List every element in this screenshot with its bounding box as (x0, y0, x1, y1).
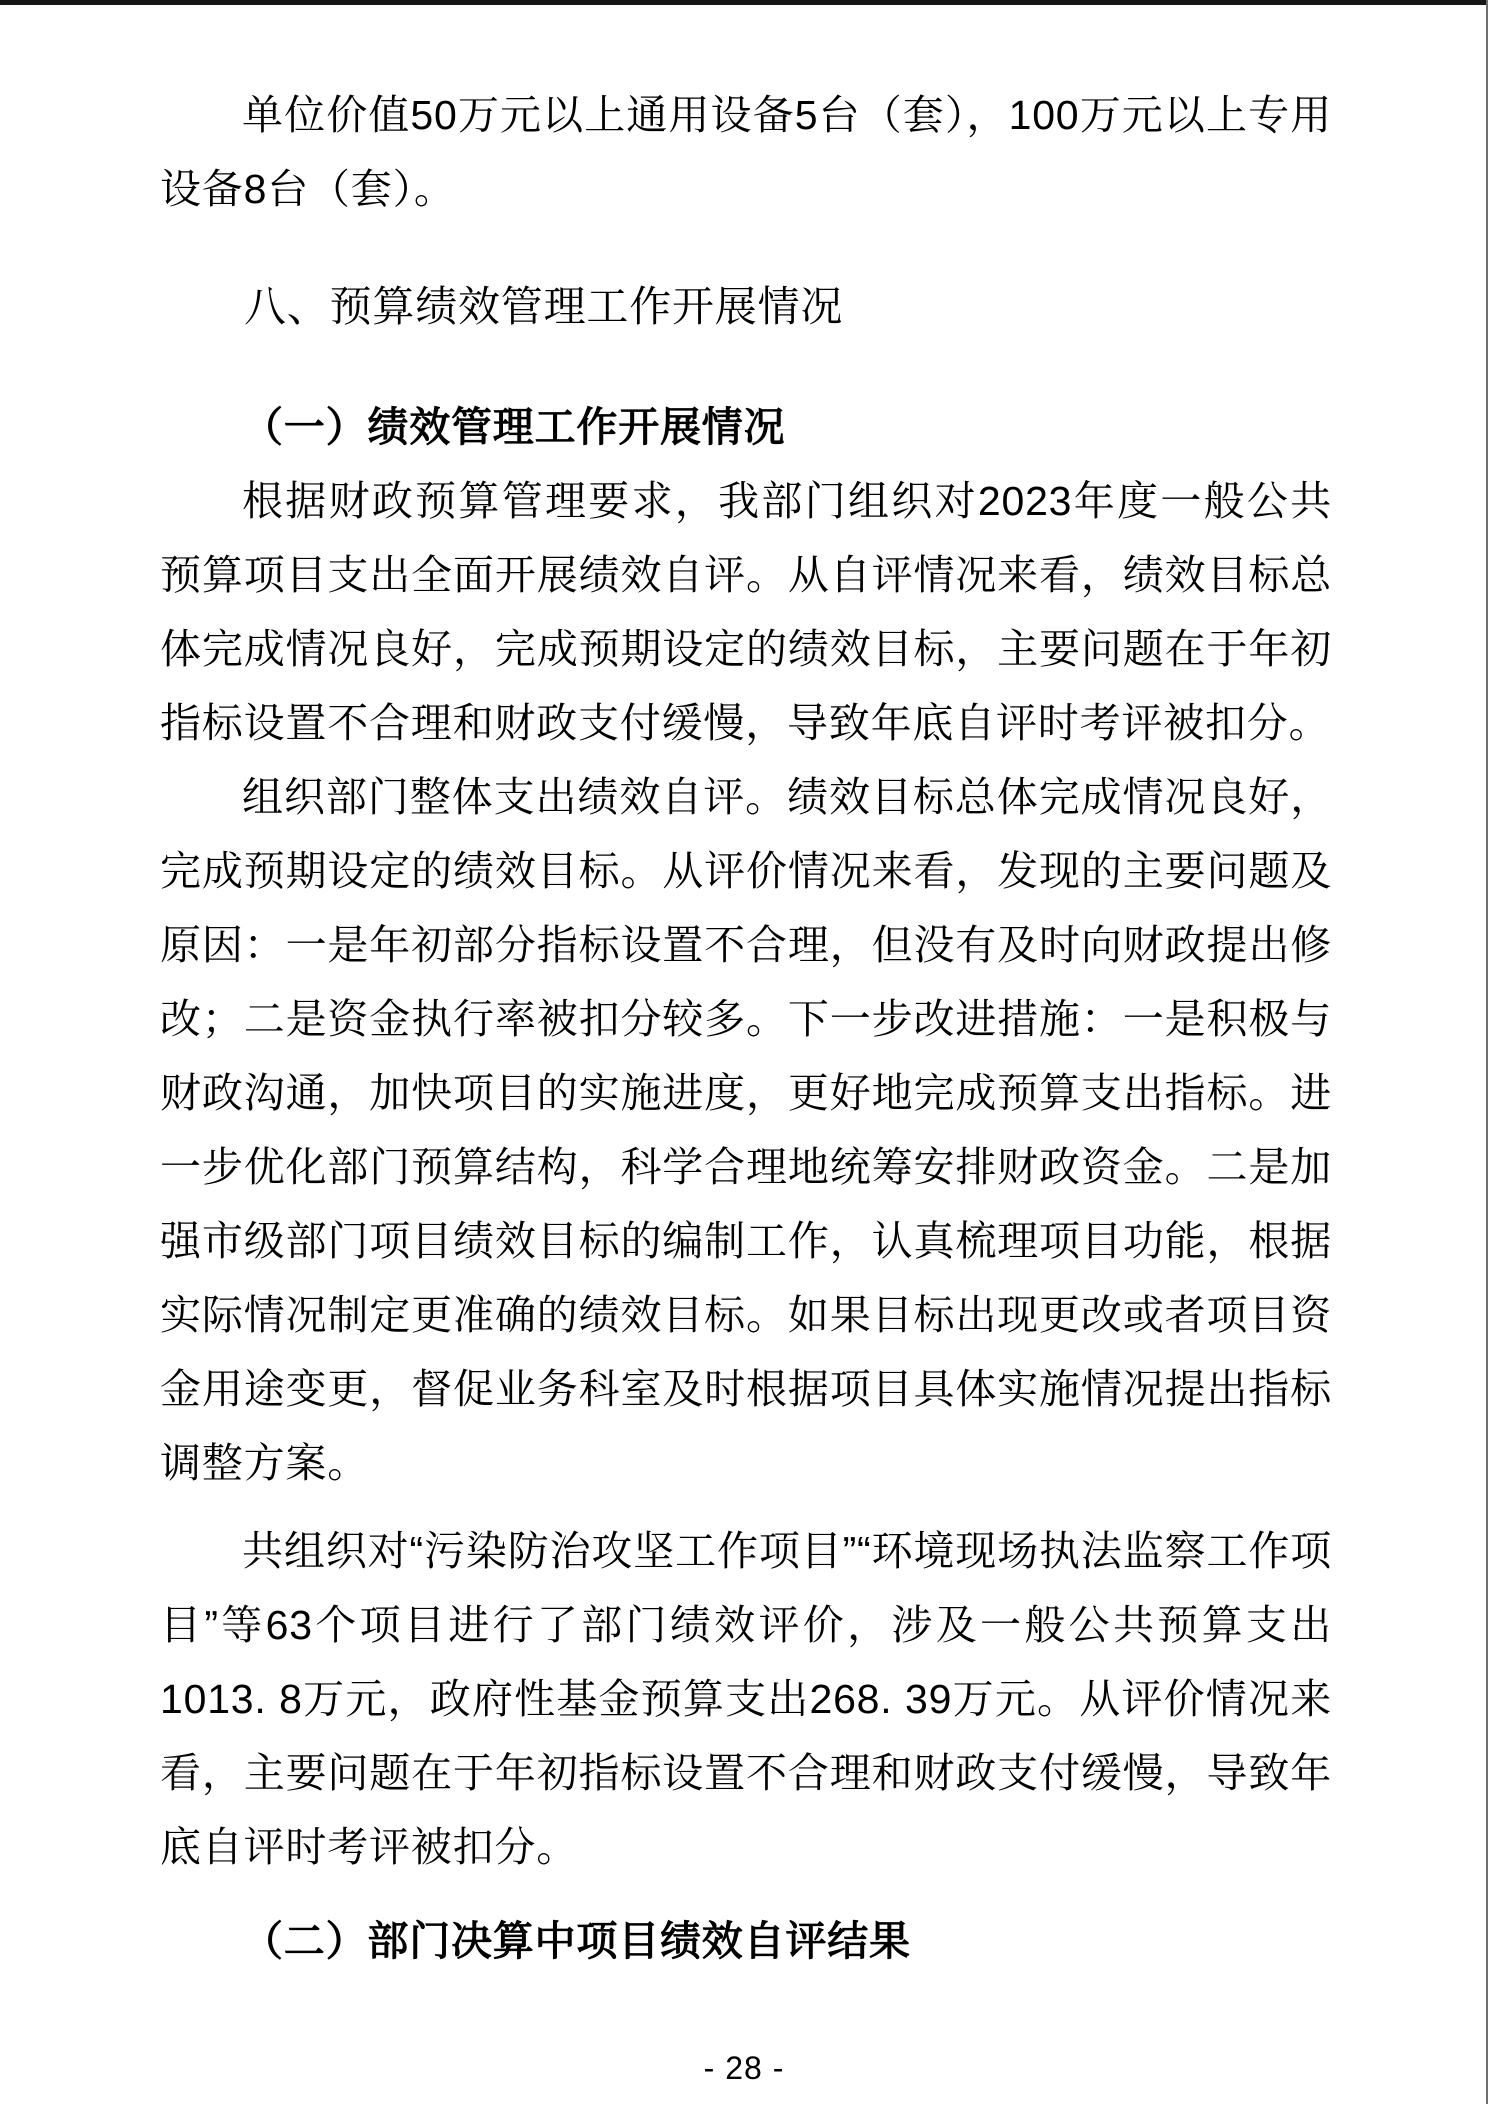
subsection-1-paragraph-2: 组织部门整体支出绩效自评。绩效目标总体完成情况良好，完成预期设定的绩效目标。从评价情况来看，发现的主要问题及原因：一是年初部分指标设置不合理，但没有及时向财政提出修改；二是资金执行率被扣分较多。下一步改进措施：一是积极与财政沟通，加快项目的实施进度，更好地完成预算支出指标。进一步优化部门预算结构，科学合理地统筹安排财政资金。二是加强市级部门项目绩效目标的编制工作，认真梳理项目功能，根据实际情况制定更准确的绩效目标。如果目标出现更改或者项目资金用途变更，督促业务科室及时根据项目具体实施情况提出指标调整方案。 (160, 774, 1332, 1486)
subsection-1-paragraph-1: 根据财政预算管理要求，我部门组织对2023年度一般公共预算项目支出全面开展绩效自评。从自评情况来看，绩效目标总体完成情况良好，完成预期设定的绩效目标，主要问题在于年初指标设置不合理和财政支付缓慢，导致年底自评时考评被扣分。 (160, 478, 1332, 746)
page-top-rule (0, 0, 1488, 5)
section-heading-8: 八、预算绩效管理工作开展情况 (244, 283, 844, 330)
subsection-1-heading: （一）绩效管理工作开展情况 (242, 404, 786, 450)
intro-paragraph: 单位价值50万元以上通用设备5台（套），100万元以上专用设备8台（套）。 (160, 92, 1332, 212)
page-number: - 28 - (703, 2050, 785, 2086)
document-content (160, 78, 1332, 1978)
subsection-1-paragraph-3: 共组织对“污染防治攻坚工作项目”“环境现场执法监察工作项目”等63个项目进行了部门绩效评价，涉及一般公共预算支出1013. 8万元，政府性基金预算支出268. 39万元。从评价情况来看，主要问题在于年初指标设置不合理和财政支付缓慢，导致年底自评时考评被扣分。 (160, 1528, 1332, 1870)
subsection-2-heading: （二）部门决算中项目绩效自评结果 (242, 1918, 911, 1964)
